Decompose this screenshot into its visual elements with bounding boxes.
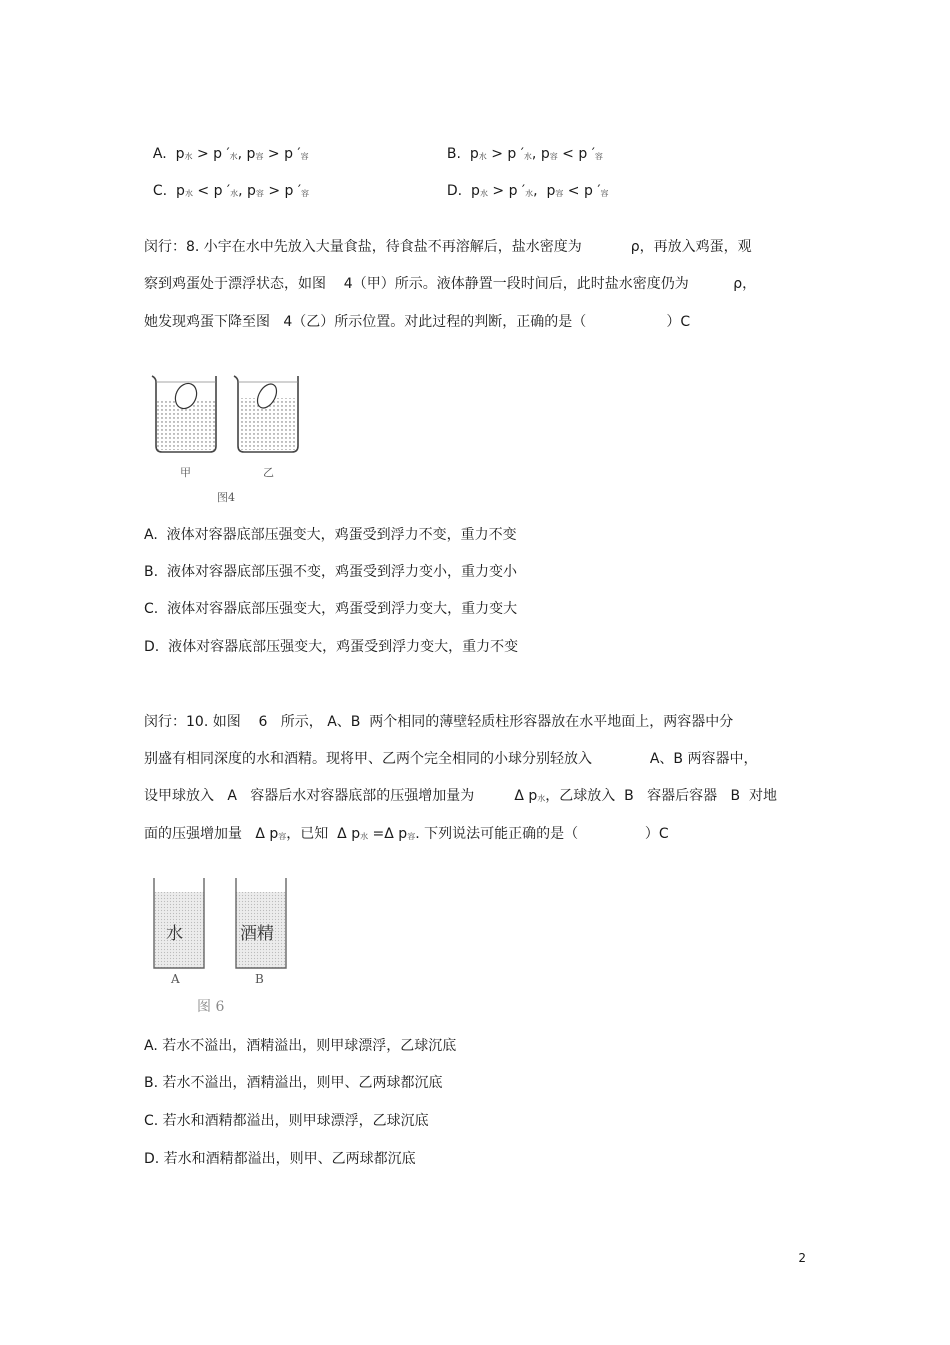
- q8-stem-line-3: 她发现鸡蛋下降至图 4（乙）所示位置。对此过程的判断，正确的是（ ）C: [144, 314, 691, 330]
- q7-option-b: B. p水 > p ′水, p容 < p ′容: [446, 146, 603, 162]
- q8-option-b: B. 液体对容器底部压强不变，鸡蛋受到浮力变小，重力变小: [144, 564, 517, 580]
- figure-4-label-yi: 乙: [263, 466, 274, 479]
- q10-option-c: C. 若水和酒精都溢出，则甲球漂浮，乙球沉底: [144, 1113, 429, 1129]
- container-a: [154, 878, 204, 968]
- q10-stem-line-3: 设甲球放入 A 容器后水对容器底部的压强增加量为 Δ p水，乙球放入 B 容器后容器 B 对地: [144, 788, 777, 804]
- q7-option-d: D. p水 > p ′水, p容 < p ′容: [446, 183, 609, 199]
- q10-option-b: B. 若水不溢出，酒精溢出，则甲、乙两球都沉底: [144, 1075, 443, 1091]
- q8-stem-line-1: 闵行：8. 小宇在水中先放入大量食盐，待食盐不再溶解后，盐水密度为 ρ，再放入鸡蛋，观: [144, 239, 752, 255]
- q8-option-a: A. 液体对容器底部压强变大，鸡蛋受到浮力不变，重力不变: [144, 527, 517, 543]
- container-label-a: A: [171, 972, 180, 986]
- container-label-b: B: [255, 972, 264, 986]
- q8-stem-line-2: 察到鸡蛋处于漂浮状态，如图 4（甲）所示。液体静置一段时间后，此时盐水密度仍为 ρ，: [144, 276, 757, 292]
- page-number: 2: [798, 1251, 806, 1265]
- liquid-label-water: 水: [166, 924, 183, 944]
- q10-stem-line-2: 别盛有相同深度的水和酒精。现将甲、乙两个完全相同的小球分别轻放入 A、B 两容器中，: [144, 751, 758, 767]
- q10-option-a: A. 若水不溢出，酒精溢出，则甲球漂浮，乙球沉底: [144, 1038, 457, 1054]
- q7-option-c: C. p水 < p ′水, p容 > p ′容: [152, 183, 310, 199]
- beaker-jia: [152, 376, 216, 452]
- q10-stem-line-1: 闵行：10. 如图 6 所示， A、B 两个相同的薄壁轻质柱形容器放在水平地面上，两容器中分: [144, 714, 734, 730]
- figure-4-label-jia: 甲: [180, 466, 191, 479]
- figure-4-caption: 图4: [217, 491, 235, 504]
- container-b: [236, 878, 286, 968]
- q10-stem-line-4: 面的压强增加量 Δ p容，已知 Δ p水 =Δ p容. 下列说法可能正确的是（ ）C: [144, 826, 669, 842]
- q8-option-d: D. 液体对容器底部压强变大，鸡蛋受到浮力变大，重力不变: [144, 639, 519, 655]
- beaker-yi: [234, 376, 298, 452]
- q8-option-c: C. 液体对容器底部压强变大，鸡蛋受到浮力变大，重力变大: [144, 601, 518, 617]
- q10-option-d: D. 若水和酒精都溢出，则甲、乙两球都沉底: [144, 1151, 416, 1167]
- liquid-label-alcohol: 酒精: [240, 924, 274, 944]
- q7-option-a: A. p水 > p ′水, p容 > p ′容: [152, 146, 309, 162]
- figure-6-caption: 图 6: [197, 999, 225, 1015]
- figure-4-beakers: [148, 372, 308, 456]
